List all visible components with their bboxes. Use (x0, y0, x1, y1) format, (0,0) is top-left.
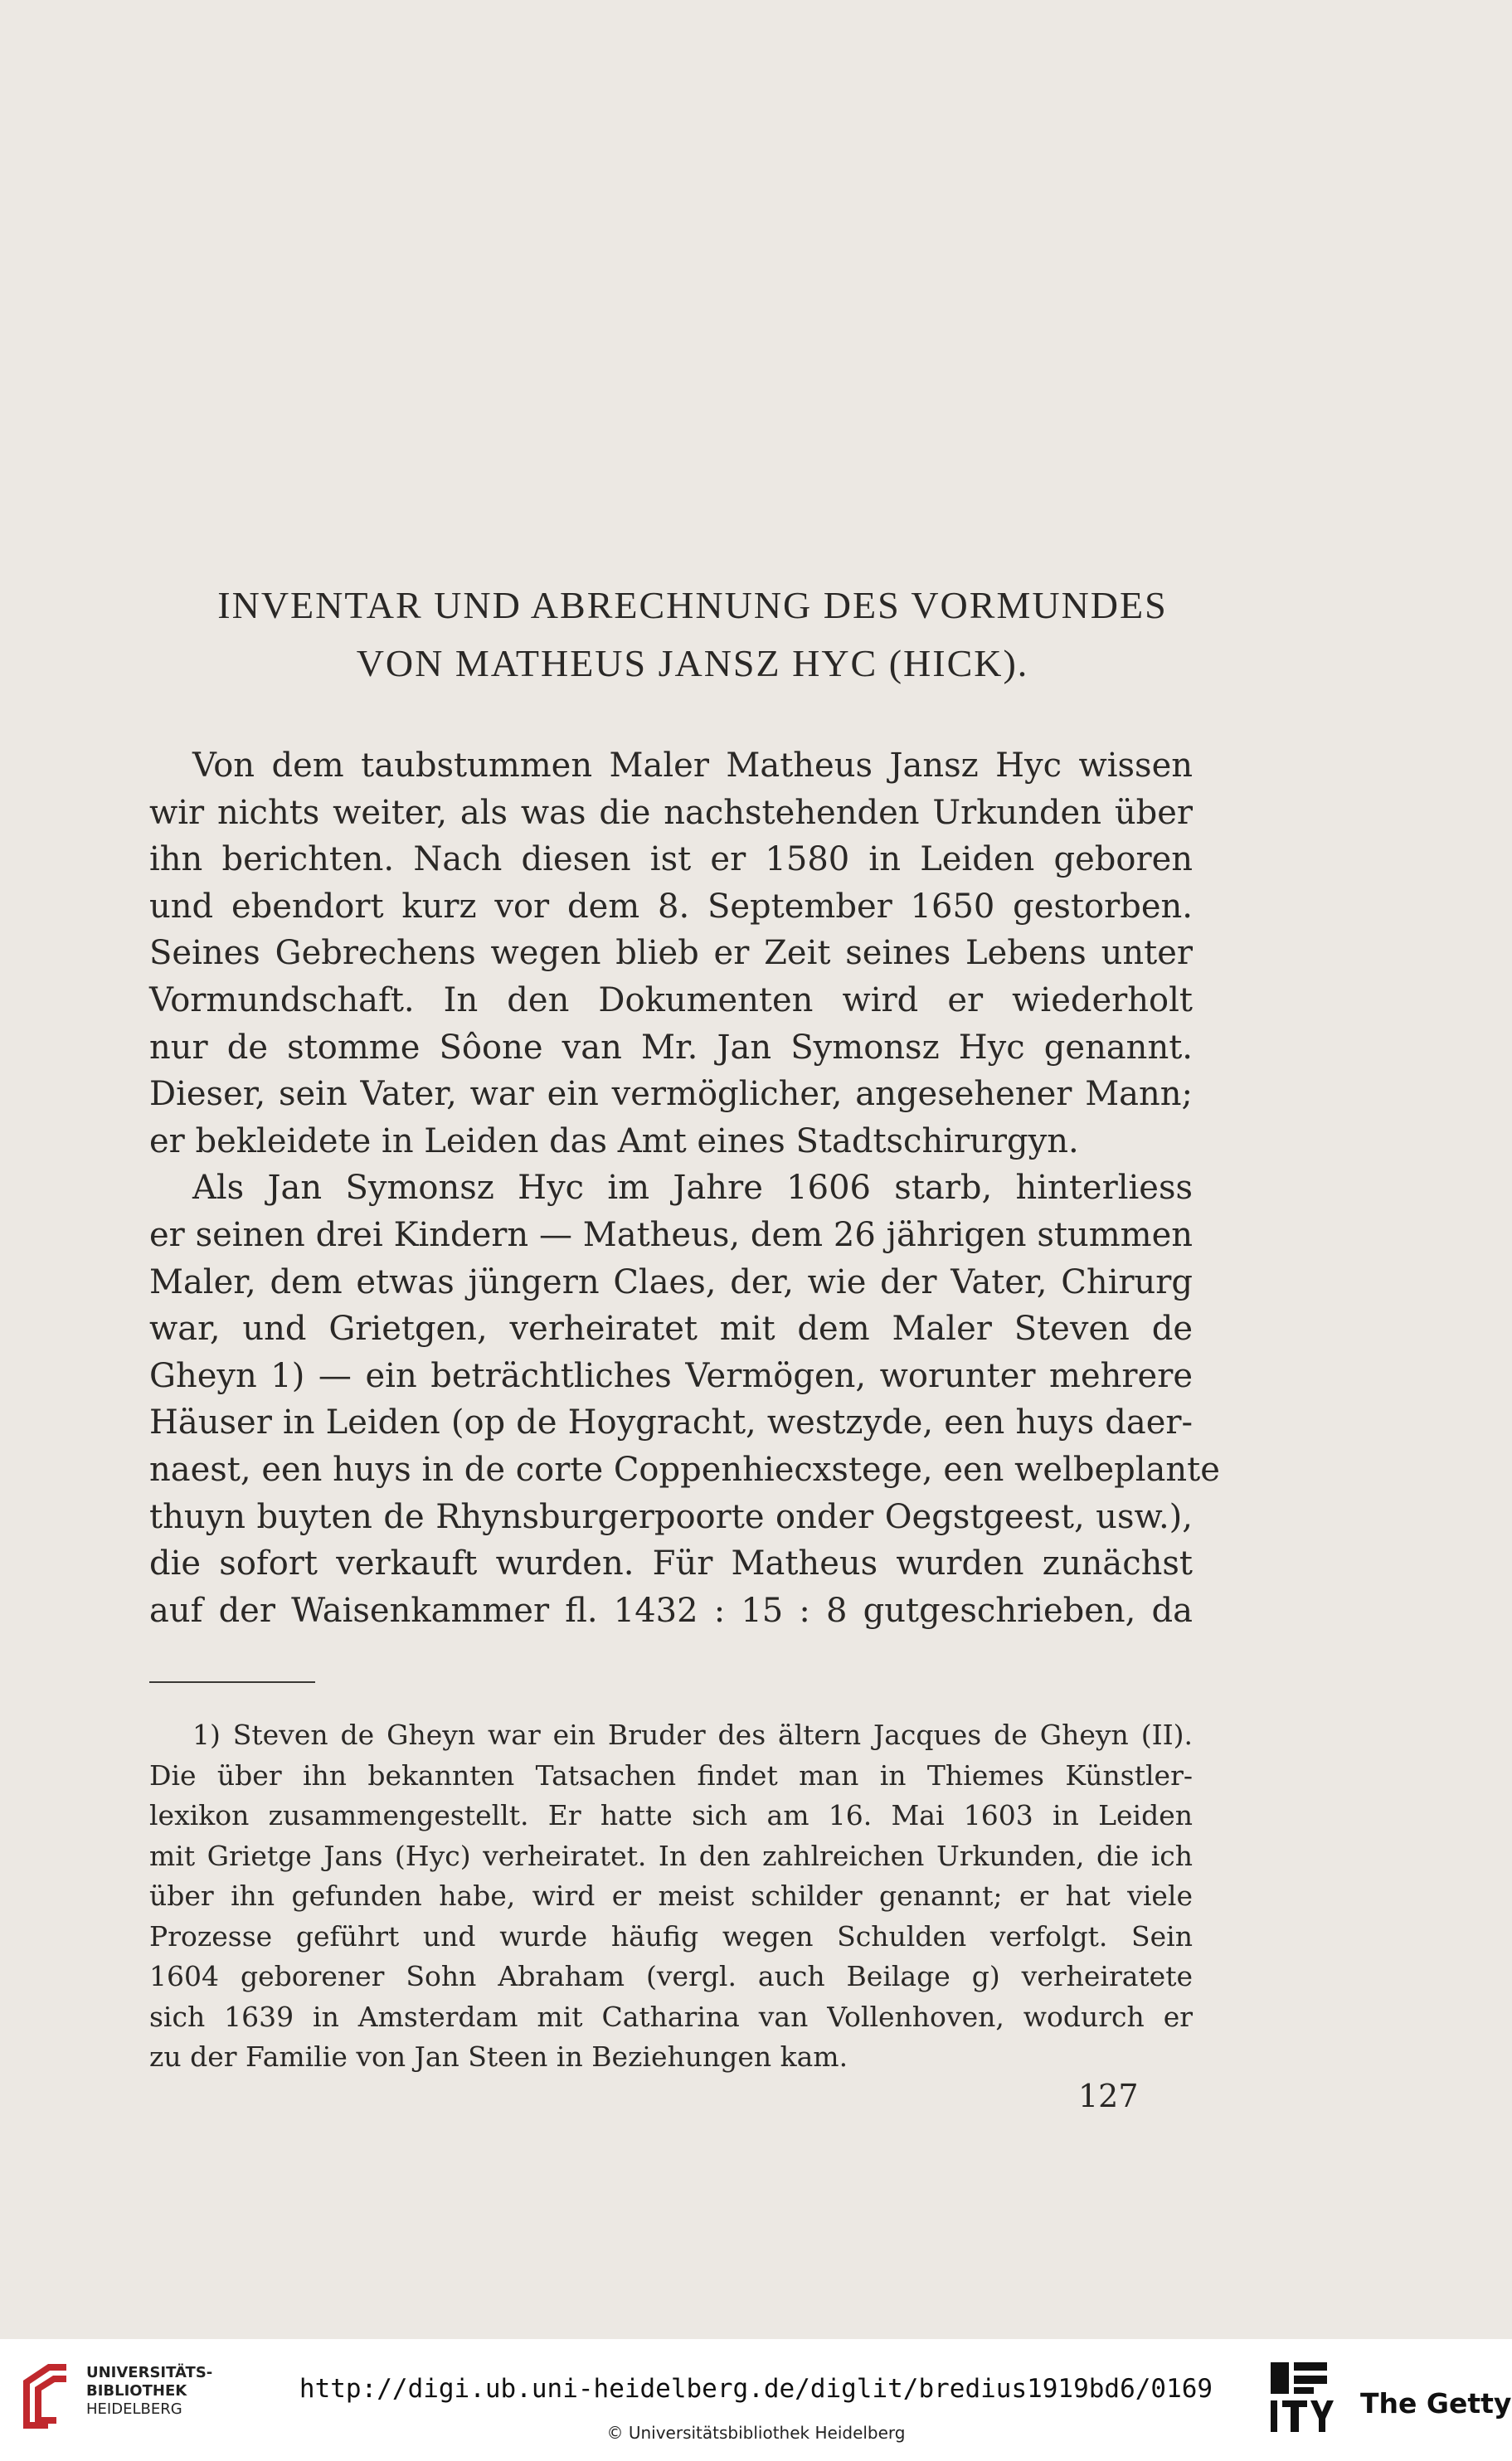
body-line: Als Jan Symonsz Hyc im Jahre 1606 starb, hinterliess (192, 1169, 1193, 1208)
body-line: auf der Waisenkammer fl. 1432 : 15 : 8 gutgeschrieben, da (149, 1591, 1193, 1630)
body-line: wir nichts weiter, als was die nachstehenden Urkunden über (149, 793, 1193, 832)
footnote-line: über ihn gefunden habe, wird er meist schilder genannt; er hat viele (149, 1880, 1193, 1912)
footnote-line: 1) Steven de Gheyn war ein Bruder des ältern Jacques de Gheyn (II). (192, 1719, 1193, 1751)
footnote-line: Die über ihn bekannten Tatsachen findet man in Thiemes Künstler- (149, 1758, 1193, 1792)
library-name-line-3: HEIDELBERG (86, 2400, 182, 2418)
body-line: Dieser, sein Vater, war ein vermöglicher, angesehener Mann; (149, 1075, 1193, 1114)
body-line: naest, een huys in de corte Coppenhiecxstege, een welbeplante (149, 1450, 1220, 1489)
body-line: Vormundschaft. In den Dokumenten wird er wiederholt (149, 980, 1193, 1019)
body-line: nur de stomme Sôone van Mr. Jan Symonsz Hyc genannt. (149, 1028, 1193, 1067)
library-name-line-2: BIBLIOTHEK (86, 2382, 187, 2400)
document-title (166, 576, 1219, 693)
page-number: 127 (1078, 2078, 1139, 2114)
footnote-line: lexikon zusammengestellt. Er hatte sich am 16. Mai 1603 in Leiden (149, 1799, 1193, 1831)
body-line: die sofort verkauft wurden. Für Matheus wurden zunächst (149, 1544, 1193, 1583)
footnote-line: Prozesse geführt und wurde häufig wegen Schulden verfolgt. Sein (149, 1919, 1193, 1953)
footnote-line: mit Grietge Jans (Hyc) verheiratet. In den zahlreichen Urkunden, die ich (149, 1839, 1193, 1872)
body-line: Seines Gebrechens wegen blieb er Zeit seines Lebens unter (149, 934, 1193, 973)
body-line: er seinen drei Kindern — Matheus, dem 26 jährigen stummen (149, 1215, 1193, 1254)
footer-bar (0, 2339, 1512, 2461)
permalink-url[interactable]: http://digi.ub.uni-heidelberg.de/diglit/bredius1919bd6/0169 (299, 2374, 1213, 2404)
body-line: und ebendort kurz vor dem 8. September 1650 gestorben. (149, 887, 1193, 926)
body-line: thuyn buyten de Rhynsburgerpoorte onder Oegstgeest, usw.), (149, 1497, 1193, 1536)
library-name-line-1: UNIVERSITÄTS- (86, 2364, 213, 2381)
body-text (149, 742, 1220, 1634)
getty-logo-icon (1267, 2359, 1335, 2442)
body-line: er bekleidete in Leiden das Amt eines Stadtschirurgyn. (149, 1121, 1079, 1160)
copyright-notice: © Universitätsbibliothek Heidelberg (606, 2423, 906, 2443)
footnote-line: sich 1639 in Amsterdam mit Catharina van Vollenhoven, wodurch er (149, 2000, 1193, 2033)
body-line: Von dem taubstummen Maler Matheus Jansz Hyc wissen (192, 747, 1193, 785)
body-line: war, und Grietgen, verheiratet mit dem Maler Steven de (149, 1310, 1193, 1349)
title-line-1: INVENTAR UND ABRECHNUNG DES VORMUNDES (217, 584, 1168, 626)
title-line-2: VON MATHEUS JANSZ HYC (HICK). (356, 642, 1029, 684)
body-line: Gheyn 1) — ein beträchtliches Vermögen, worunter mehrere (149, 1356, 1193, 1395)
footnote-line: zu der Familie von Jan Steen in Beziehungen kam. (149, 2040, 848, 2073)
body-line: Maler, dem etwas jüngern Claes, der, wie der Vater, Chirurg (149, 1262, 1193, 1301)
footnote-line: 1604 geborener Sohn Abraham (vergl. auch Beilage g) verheiratete (149, 1960, 1193, 1992)
body-line: Häuser in Leiden (op de Hoygracht, westzyde, een huys daer- (149, 1403, 1193, 1442)
footnote-divider (149, 1681, 315, 1683)
partner-name: The Getty (1360, 2387, 1512, 2420)
footnote (149, 1715, 1193, 2078)
body-line: ihn berichten. Nach diesen ist er 1580 in Leiden geboren (149, 840, 1193, 879)
